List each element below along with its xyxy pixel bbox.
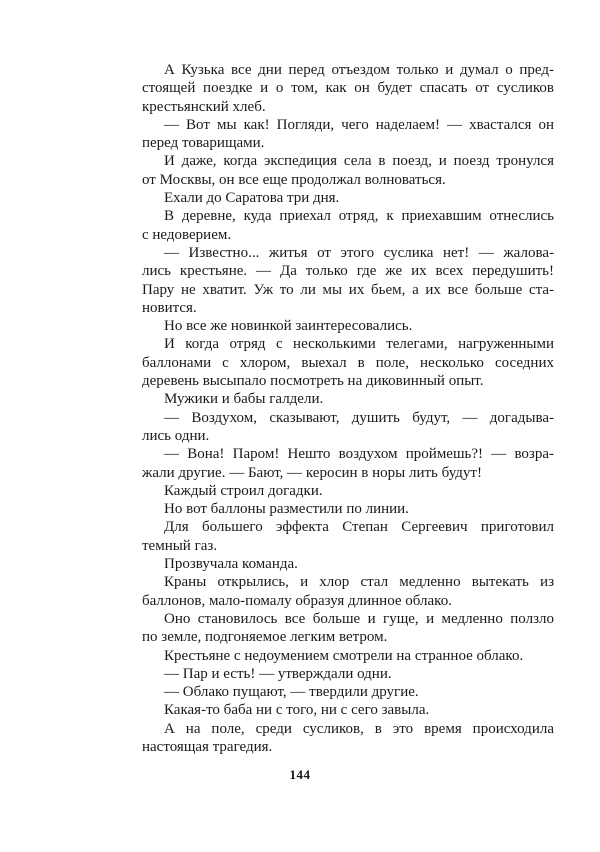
text-line: Прозвучала команда. [164, 556, 298, 573]
text-line: лись крестьяне. — Да только где же их всех передушить! [142, 263, 554, 280]
paragraph [142, 116, 554, 153]
text-line: лись одни. [142, 427, 210, 444]
paragraph [142, 207, 554, 244]
text-line: Краны открылись, и хлор стал медленно вытекать из [164, 574, 554, 591]
text-line: темный газ. [142, 537, 218, 554]
text-line: по земле, подгоняемое легким ветром. [142, 629, 388, 646]
paragraph [142, 335, 554, 390]
text-line: Но все же новинкой заинтересовались. [164, 318, 413, 335]
text-line: В деревне, куда приехал отряд, к приехавшим отнеслись [164, 208, 554, 225]
paragraph [142, 720, 554, 757]
paragraph [142, 409, 554, 446]
paragraph [142, 665, 554, 683]
text-line: с недоверием. [142, 226, 232, 243]
text-line: перед товарищами. [142, 135, 265, 152]
text-line: Какая-то баба ни с того, ни с сего завыла. [164, 702, 430, 719]
paragraph [142, 573, 554, 610]
text-line: — Воздухом, сказывают, душить будут, — догадыва- [164, 409, 554, 426]
text-line: новится. [142, 299, 197, 316]
paragraph [142, 189, 554, 207]
text-line: — Пар и есть! — утверждали одни. [164, 665, 392, 682]
text-line: стоящей поездке и о том, как он будет спасать от сусликов [142, 80, 554, 97]
text-line: — Облако пущают, — твердили другие. [164, 684, 419, 701]
text-line: И когда отряд с несколькими телегами, нагруженными [164, 336, 554, 353]
text-line: Оно становилось все больше и гуще, и медленно ползло [164, 610, 554, 627]
paragraph [142, 555, 554, 573]
paragraph [142, 482, 554, 500]
text-line: Крестьяне с недоумением смотрели на странное облако. [164, 647, 524, 664]
text-line: Мужики и бабы галдели. [164, 391, 324, 408]
paragraph [142, 152, 554, 189]
text-line: настоящая трагедия. [142, 738, 273, 755]
text-line: Но вот баллоны разместили по линии. [164, 501, 409, 518]
text-line: И даже, когда экспедиция села в поезд, и поезд тронулся [164, 153, 554, 170]
text-line: А Кузька все дни перед отъездом только и думал о пред- [164, 62, 554, 78]
paragraph [142, 610, 554, 647]
text-line: Ехали до Саратова три дня. [164, 190, 340, 207]
text-line: Для большего эффекта Степан Сергеевич приготовил [164, 519, 554, 536]
paragraph [142, 647, 554, 665]
text-line: Каждый строил догадки. [164, 482, 323, 499]
paragraph [142, 683, 554, 701]
paragraph [142, 445, 554, 482]
text-line: А на поле, среди сусликов, в это время происходила [164, 720, 554, 737]
paragraph [142, 500, 554, 518]
paragraph [142, 518, 554, 555]
text-line: — Известно... житья от этого суслика нет! — жалова- [164, 244, 554, 261]
text-line: Пару не хватит. Уж то ли мы их бьем, а их все больше ста- [142, 281, 554, 298]
body-text [142, 61, 554, 756]
text-line: крестьянский хлеб. [142, 98, 266, 115]
paragraph [142, 317, 554, 335]
paragraph [142, 244, 554, 317]
text-line: от Москвы, он все еще продолжал волноваться. [142, 171, 446, 188]
page-number: 144 [289, 767, 311, 782]
text-line: жали другие. — Бают, — керосин в норы лить будут! [142, 464, 482, 481]
paragraph [142, 701, 554, 719]
text-line: баллонами с хлором, выехал в поле, несколько соседних [142, 354, 554, 371]
text-line: баллонов, мало-помалу образуя длинное облако. [142, 592, 452, 609]
paragraph [142, 61, 554, 116]
text-line: — Вот мы как! Погляди, чего наделаем! — хвастался он [164, 116, 554, 133]
paragraph [142, 390, 554, 408]
text-line: — Вона! Паром! Нешто воздухом проймешь?! — возра- [164, 446, 554, 463]
text-line: деревень высыпало посмотреть на диковинный опыт. [142, 373, 484, 390]
